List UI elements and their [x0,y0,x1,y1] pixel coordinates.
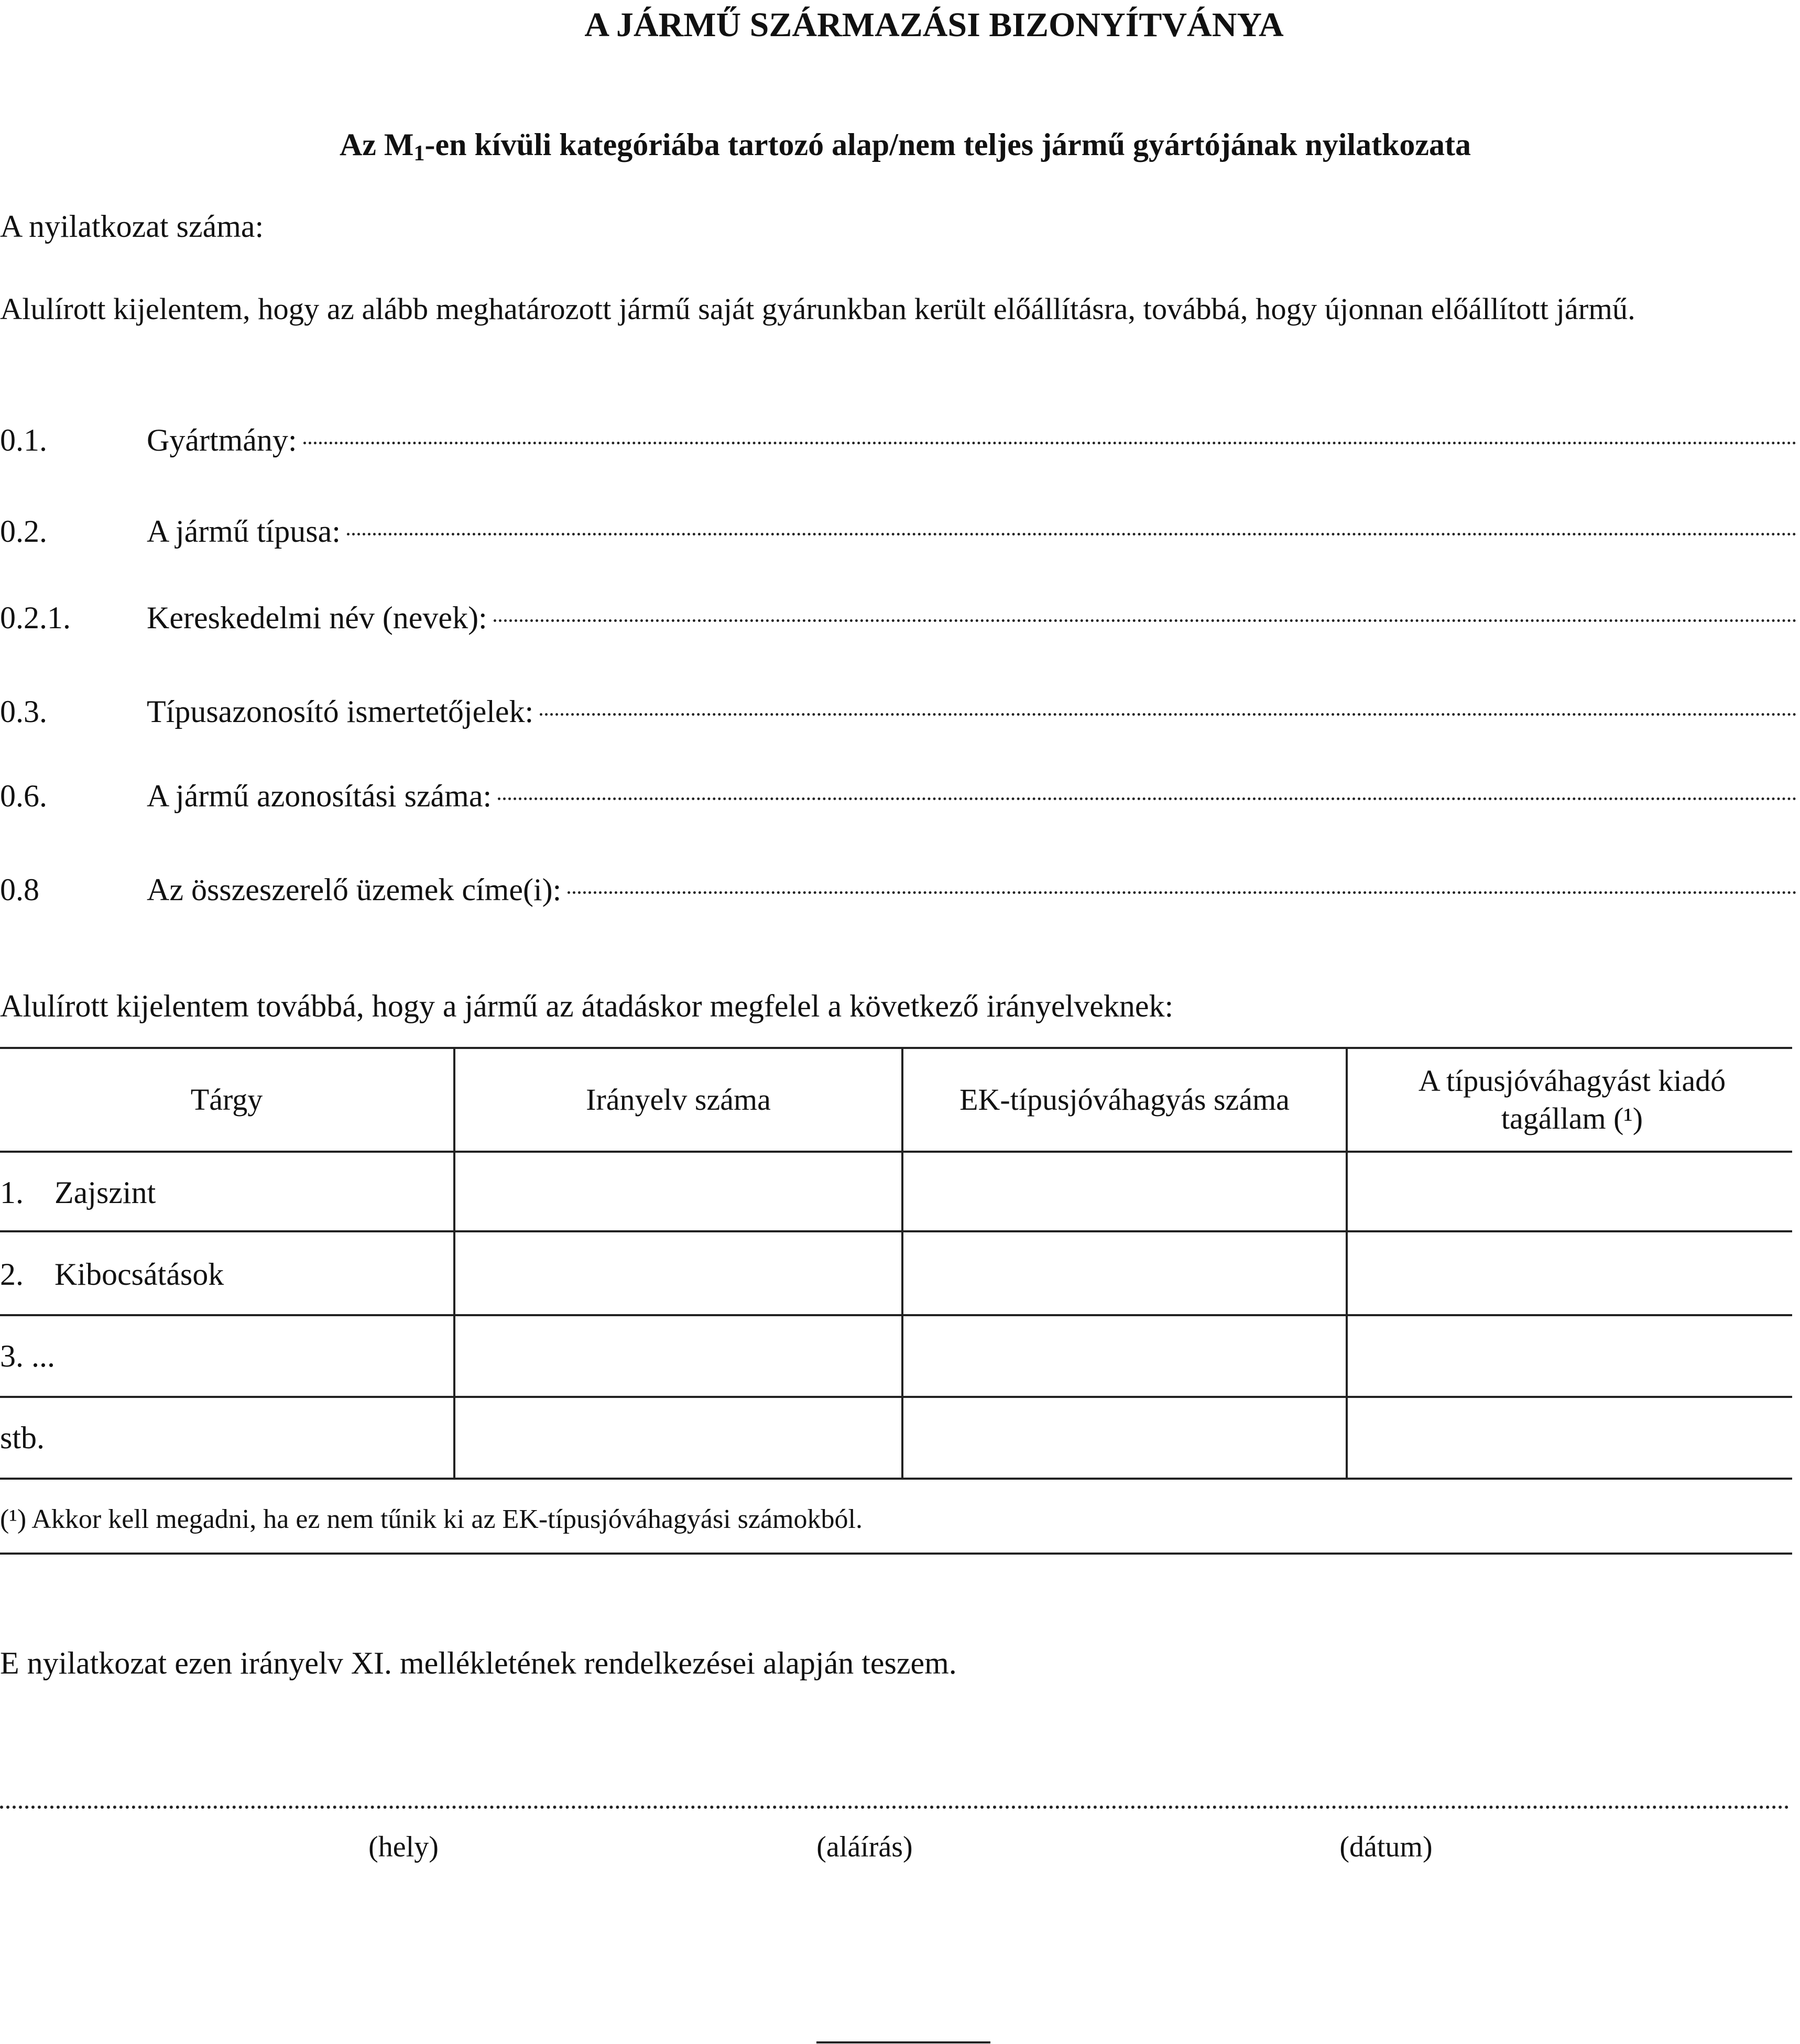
field-row-vehicle-type [147,512,1797,550]
table-column-divider [1346,1047,1348,1480]
table-row-number: 3. ... [0,1339,55,1373]
table-row-number: stb. [0,1420,45,1455]
field-dotted-line[interactable] [568,891,1797,894]
subtitle-subscript: 1 [413,141,425,166]
table-bottom-border [0,1478,1792,1480]
document-subtitle [0,124,1800,174]
end-rule [816,2041,990,2043]
table-row-number: 2. [0,1257,24,1292]
table-row-border [0,1230,1792,1232]
table-row-border [0,1396,1792,1398]
field-dotted-line[interactable] [498,797,1797,800]
field-row-assembly-plants [147,871,1797,909]
field-dotted-line[interactable] [303,442,1797,444]
table-row-subject: Kibocsátások [54,1257,224,1292]
field-label: A jármű azonosítási száma: [147,779,492,813]
table-header-subject: Tárgy [190,1083,263,1117]
table-header-approval-number: EK-típusjóváhagyás száma [959,1083,1290,1117]
table-row-border [0,1314,1792,1316]
intro-text: Alulírott kijelentem, hogy az alább meghatározott jármű saját gyárunkban került előállításra, továbbá, hogy újonnan előállított jármű. [0,292,1635,326]
field-number: 0.2. [0,514,47,549]
field-number: 0.3. [0,694,47,729]
signature-dotted-line[interactable] [0,1806,1790,1809]
document-title: A JÁRMŰ SZÁRMAZÁSI BIZONYÍTVÁNYA [584,6,1284,44]
field-label: Gyártmány: [147,423,297,457]
signature-label-date: (dátum) [1339,1831,1433,1863]
field-dotted-line[interactable] [494,619,1797,622]
field-label: Kereskedelmi név (nevek): [147,600,487,635]
subtitle-pre: Az M [339,127,414,162]
field-row-vin [147,777,1797,815]
field-label: Típusazonosító ismertetőjelek: [147,694,534,729]
table-footnote: (¹) Akkor kell megadni, ha ez nem tűnik ki az EK-típusjóváhagyási számokból. [0,1504,863,1534]
table-header-directive-number: Irányelv száma [586,1083,771,1117]
field-number: 0.1. [0,423,47,457]
subtitle-post: -en kívüli kategóriába tartozó alap/nem teljes jármű gyártójának nyilatkozata [424,127,1471,162]
table-header-border [0,1151,1792,1153]
field-dotted-line[interactable] [347,533,1797,535]
field-row-commercial-name [147,599,1797,637]
field-number: 0.8 [0,872,39,907]
signature-label-signature: (aláírás) [816,1831,913,1863]
signature-label-place: (hely) [368,1831,439,1863]
footnote-bottom-border [0,1553,1792,1555]
declaration-number-label: A nyilatkozat száma: [0,209,264,244]
field-dotted-line[interactable] [540,713,1797,716]
field-row-type-identification [147,693,1797,730]
field-row-make [147,421,1797,459]
table-header-member-state: A típusjóváhagyást kiadó tagállam (¹) [1418,1064,1726,1135]
table-row-number: 1. [0,1175,24,1210]
field-label: Az összeszerelő üzemek címe(i): [147,872,562,907]
field-number: 0.2.1. [0,600,71,635]
field-number: 0.6. [0,779,47,813]
field-label: A jármű típusa: [147,514,341,549]
directives-intro: Alulírott kijelentem továbbá, hogy a jármű az átadáskor megfelel a következő irányelveknek: [0,989,1174,1023]
closing-text: E nyilatkozat ezen irányelv XI. mellékletének rendelkezései alapján teszem. [0,1646,957,1680]
table-row-subject: Zajszint [54,1175,156,1210]
